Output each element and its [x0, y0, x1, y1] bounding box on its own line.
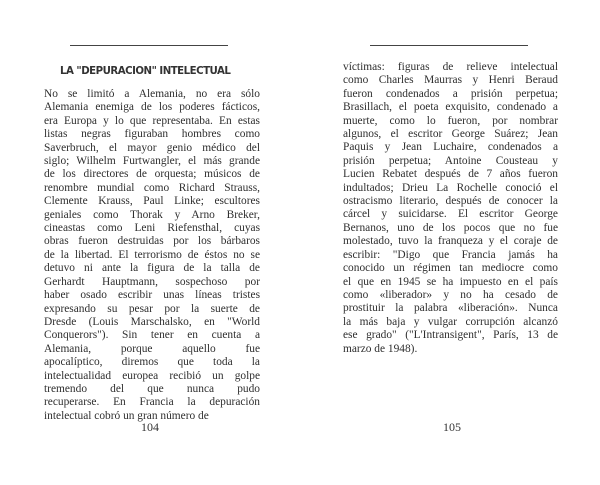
header-rule: [70, 45, 228, 46]
text-line: apocalíptico, diremos que toda la: [44, 356, 260, 369]
text-line: Paquis y Jean Luchaire, condenados a: [343, 141, 558, 154]
text-line: Brasillach, el poeta exquisito, condenado a: [343, 101, 558, 114]
text-line: Dresde (Louis Marschalsko, en "World: [44, 315, 260, 328]
text-line: como Charles Maurras y Henri Beraud: [343, 74, 558, 87]
text-line: cineastas como Leni Riefensthal, cuyas: [44, 222, 260, 235]
text-line: geniales como Thorak y Arno Breker,: [44, 208, 260, 221]
text-line: prisión perpetua; Antoine Cousteau y: [343, 154, 558, 167]
text-line: de los directores de orquesta; músicos de: [44, 168, 260, 181]
left-body-text: [44, 88, 260, 423]
text-line: marzo de 1948).: [343, 342, 418, 355]
text-line: cárcel y suicidarse. El escritor George: [343, 208, 558, 221]
text-line: No se limitó a Alemania, no era sólo: [44, 88, 260, 100]
text-line: Conquerors"). Sin tener en cuenta a: [44, 329, 260, 342]
page-number: 104: [141, 420, 159, 434]
right-page: [300, 0, 600, 485]
text-line: ese grado" ("L'Intransigent", París, 13 de: [343, 329, 558, 342]
text-line: detuvo ni ante la figura de la talla de: [44, 262, 260, 275]
text-line: Alemania enemiga de los poderes fácticos,: [44, 101, 260, 114]
text-line: Lucien Rebatet después de 7 años fueron: [343, 168, 558, 181]
text-line: muerte, como lo fueron, por nombrar: [343, 114, 558, 127]
text-line: el que en 1945 se ha impuesto en el país: [343, 275, 558, 288]
text-line: conocido un régimen tan mediocre como: [343, 262, 558, 275]
section-heading: LA "DEPURACION" INTELECTUAL: [60, 66, 231, 77]
text-line: indultados; Drieu La Rochelle conoció el: [343, 181, 558, 194]
text-line: Gerhardt Hauptmann, sospechoso por: [44, 275, 260, 288]
text-line: la más baja y vulgar corrupción alcanzó: [343, 315, 558, 328]
page-number: 105: [443, 420, 461, 434]
header-rule: [370, 45, 528, 46]
text-line: víctimas: figuras de relieve intelectual: [343, 61, 558, 73]
text-line: intelectualidad europea recibió un golpe: [44, 369, 260, 382]
text-line: prostituir la palabra «liberación». Nunca: [343, 302, 558, 315]
text-line: Alemania, porque aquello fue: [44, 342, 260, 355]
text-line: haber osado escribir unas líneas tristes: [44, 289, 260, 302]
text-line: siglo; Wilhelm Furtwangler, el más grande: [44, 155, 260, 168]
text-line: intelectual cobró un gran número de: [44, 409, 209, 422]
text-line: escribir: "Digo que Francia jamás ha: [343, 248, 558, 261]
text-line: como «liberador» y no ha cesado de: [343, 288, 558, 301]
text-line: Saverbruch, el mayor genio médico del: [44, 141, 260, 154]
text-line: listas negras figuraban hombres como: [44, 128, 260, 141]
text-line: molestado, tuvo la franqueza y el coraje de: [343, 235, 558, 248]
text-line: era Europa y lo que representaba. En estas: [44, 114, 260, 127]
text-line: ostracismo literario, después de conocer la: [343, 195, 558, 208]
text-line: tremendo del que nunca pudo: [44, 382, 260, 395]
text-line: de la libertad. El terrorismo de éstos no se: [44, 248, 260, 261]
text-line: renombre mundial como Richard Strauss,: [44, 181, 260, 194]
text-line: Bernanos, uno de los pocos que no fue: [343, 221, 558, 234]
right-body-text: [343, 61, 558, 356]
text-line: obras fueron destruidas por los bárbaros: [44, 235, 260, 248]
text-line: recuperarse. En Francia la depuración: [44, 396, 260, 409]
text-line: algunos, el escritor George Suárez; Jean: [343, 128, 558, 141]
text-line: expresando su pesar por la suerte de: [44, 302, 260, 315]
text-line: fueron condenados a prisión perpetua;: [343, 87, 558, 100]
text-line: Clemente Krauss, Paul Linke; escultores: [44, 195, 260, 208]
